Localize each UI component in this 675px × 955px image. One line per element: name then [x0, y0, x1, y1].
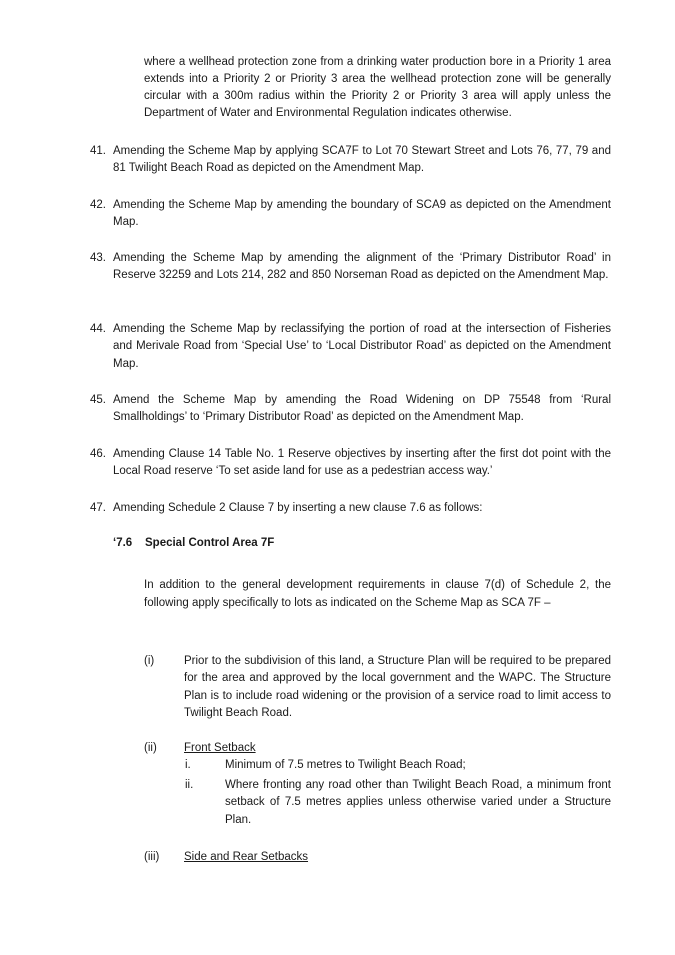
sub-clause-number: (i) — [144, 655, 155, 667]
sub-clause-heading: Front Setback — [184, 742, 256, 754]
sub-clause-number: (iii) — [144, 851, 160, 863]
sub-point-text: Where fronting any road other than Twilight Beach Road, a minimum front setback of 7.5 metres applies unless otherwise varied under a Structure Plan. — [225, 779, 611, 826]
sub-point-text: Minimum of 7.5 metres to Twilight Beach Road; — [225, 759, 466, 771]
section-lead: In addition to the general development requirements in clause 7(d) of Schedule 2, the following apply specifically to lots as indicated on the Scheme Map as SCA 7F – — [144, 579, 611, 609]
item-number: 41. — [90, 145, 106, 157]
list-item — [90, 500, 611, 517]
section-heading — [113, 537, 274, 549]
item-text: Amending Schedule 2 Clause 7 by inserting a new clause 7.6 as follows: — [113, 502, 483, 514]
sub-point — [185, 777, 611, 829]
list-item — [90, 250, 611, 285]
item-text: Amending the Scheme Map by applying SCA7F to Lot 70 Stewart Street and Lots 76, 77, 79 and 81 Twilight Beach Road as depicted on the Amendment Map. — [113, 145, 611, 175]
sub-clause — [144, 653, 611, 722]
sub-point-number: i. — [185, 759, 191, 771]
item-number: 46. — [90, 448, 106, 460]
list-item — [90, 446, 611, 481]
sub-clause — [144, 849, 611, 866]
sub-clause-number: (ii) — [144, 742, 157, 754]
item-number: 47. — [90, 502, 106, 514]
sub-point — [185, 757, 611, 774]
item-text: Amending the Scheme Map by amending the alignment of the ‘Primary Distributor Road’ in Reserve 32259 and Lots 214, 282 and 850 Norseman Road as depicted on the Amendment Map. — [113, 252, 611, 282]
item-number: 44. — [90, 323, 106, 335]
item-number: 43. — [90, 252, 106, 264]
item-text: Amending the Scheme Map by amending the boundary of SCA9 as depicted on the Amendment Map. — [113, 199, 611, 229]
intro-paragraph: where a wellhead protection zone from a drinking water production bore in a Priority 1 area extends into a Priority 2 or Priority 3 area the wellhead protection zone will be generally circular with a 300m radius within the Priority 2 or Priority 3 area will apply unless the Department of Water and Environmental Regulation indicates otherwise. — [144, 56, 611, 119]
section-number: ‘7.6 — [113, 537, 133, 549]
item-text: Amend the Scheme Map by amending the Road Widening on DP 75548 from ‘Rural Smallholdings’ to ‘Primary Distributor Road’ as depicted on the Amendment Map. — [113, 394, 611, 424]
item-number: 42. — [90, 199, 106, 211]
list-item — [90, 392, 611, 427]
list-item — [90, 321, 611, 373]
item-text: Amending Clause 14 Table No. 1 Reserve objectives by inserting after the first dot point with the Local Road reserve ‘To set aside land for use as a pedestrian access way.’ — [113, 448, 611, 478]
list-item — [90, 143, 611, 178]
item-text: Amending the Scheme Map by reclassifying the portion of road at the intersection of Fisheries and Merivale Road from ‘Special Use’ to ‘Local Distributor Road’ as depicted on the Amendment Map. — [113, 323, 611, 370]
section-title: Special Control Area 7F — [145, 537, 275, 549]
item-number: 45. — [90, 394, 106, 406]
list-item — [90, 197, 611, 232]
sub-point-number: ii. — [185, 779, 194, 791]
sub-clause-heading: Side and Rear Setbacks — [184, 851, 309, 863]
sub-clause — [144, 740, 611, 757]
sub-clause-text: Prior to the subdivision of this land, a Structure Plan will be required to be prepared for the area and approved by the local government and the WAPC. The Structure Plan is to include road widening or the provision of a service road to limit access to Twilight Beach Road. — [184, 655, 611, 719]
